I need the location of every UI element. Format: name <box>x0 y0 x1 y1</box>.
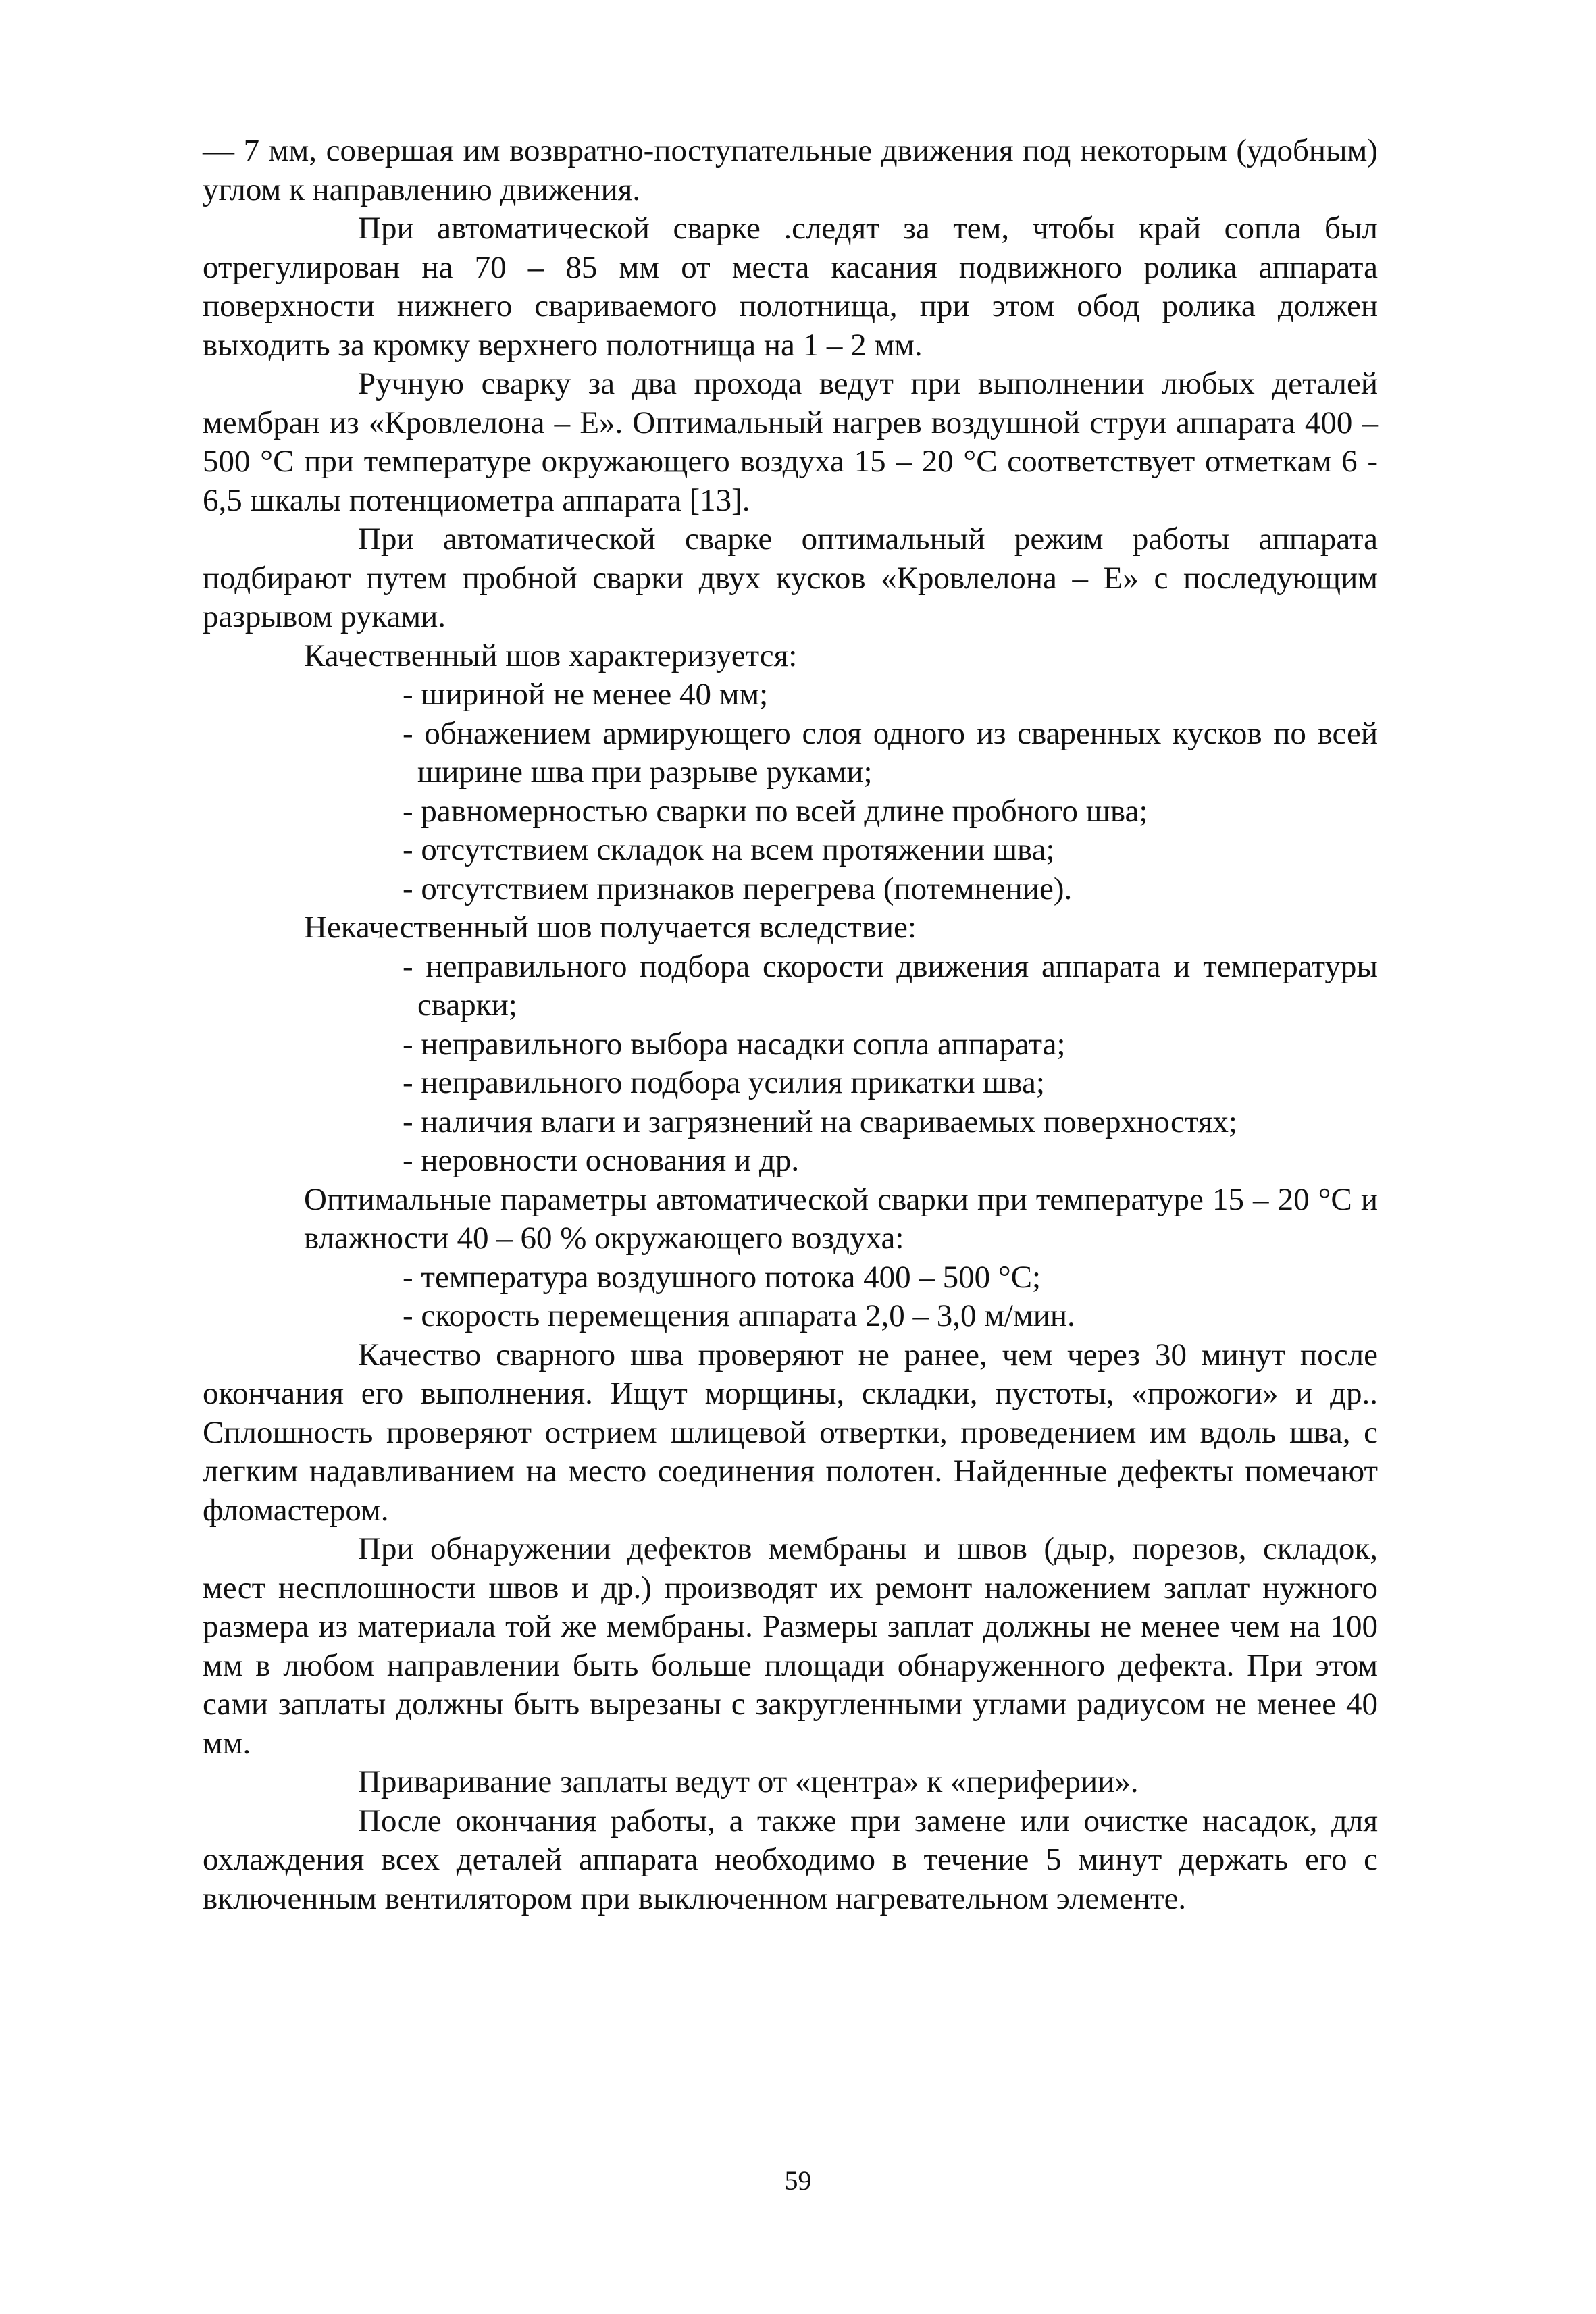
paragraph: При автоматической сварке .следят за тем, чтобы край сопла был отрегулирован на 70 – 85 мм от места касания подвижного ролика аппарата поверхности нижнего свариваемого полотнища, при этом обод ролика должен выходить за кромку верхнего полотнища на 1 – 2 мм. <box>203 211 1378 363</box>
list-item: - шириной не менее 40 мм; <box>403 677 769 712</box>
paragraph: Приваривание заплаты ведут от «центра» к «периферии». <box>358 1764 1139 1799</box>
paragraph: — 7 мм, совершая им возвратно-поступательные движения под некоторым (удобным) углом к направлению движения. <box>203 133 1378 207</box>
paragraph: Качество сварного шва проверяют не ранее, чем через 30 минут после окончания его выполнения. Ищут морщины, складки, пустоты, «прожоги» и др.. Сплошность проверяют острием шлицевой отвертки, проведением им вдоль шва, с легким надавливанием на место соединения полотен. Найденные дефекты помечают фломастером. <box>203 1337 1378 1528</box>
list-item: - равномерностью сварки по всей длине пробного шва; <box>403 793 1148 829</box>
list-item: - неправильного подбора скорости движения аппарата и температуры сварки; <box>403 948 1378 1023</box>
list-heading: Некачественный шов получается вследствие: <box>304 910 917 945</box>
list-item: - неправильного выбора насадки сопла аппарата; <box>403 1026 1066 1062</box>
page-number: 59 <box>784 2165 812 2196</box>
list-item: - обнажением армирующего слоя одного из сваренных кусков по всей ширине шва при разрыве руками; <box>403 715 1378 790</box>
list-item: - отсутствием складок на всем протяжении шва; <box>403 832 1055 867</box>
paragraph: После окончания работы, а также при замене или очистке насадок, для охлаждения всех деталей аппарата необходимо в течение 5 минут держать его с включенным вентилятором при выключенном нагревательном элементе. <box>203 1803 1378 1916</box>
list-item: - отсутствием признаков перегрева (потемнение). <box>403 871 1073 906</box>
paragraph: При обнаружении дефектов мембраны и швов (дыр, порезов, складок, мест несплошности швов и др.) производят их ремонт наложением заплат нужного размера из материала той же мембраны. Размеры заплат должны не менее чем на 100 мм в любом направлении быть больше площади обнаруженного дефекта. При этом сами заплаты должны быть вырезаны с закругленными углами радиусом не менее 40 мм. <box>203 1531 1378 1761</box>
document-page <box>203 132 1378 1918</box>
list-item: - скорость перемещения аппарата 2,0 – 3,0 м/мин. <box>403 1298 1075 1333</box>
paragraph: При автоматической сварке оптимальный режим работы аппарата подбирают путем пробной сварки двух кусков «Кровлелона – Е» с последующим разрывом руками. <box>203 521 1378 634</box>
paragraph: Ручную сварку за два прохода ведут при выполнении любых деталей мембран из «Кровлелона – Е». Оптимальный нагрев воздушной струи аппарата 400 – 500 °С при температуре окружающего воздуха 15 – 20 °С соответствует отметкам 6 - 6,5 шкалы потенциометра аппарата [13]. <box>203 366 1378 518</box>
list-item: - неправильного подбора усилия прикатки шва; <box>403 1065 1045 1100</box>
list-item: - неровности основания и др. <box>403 1143 800 1178</box>
list-item: - наличия влаги и загрязнений на свариваемых поверхностях; <box>403 1104 1237 1139</box>
list-heading: Оптимальные параметры автоматической сварки при температуре 15 – 20 °С и влажности 40 – 60 % окружающего воздуха: <box>304 1181 1378 1256</box>
list-item: - температура воздушного потока 400 – 500 °С; <box>403 1259 1041 1295</box>
list-heading: Качественный шов характеризуется: <box>304 638 798 673</box>
